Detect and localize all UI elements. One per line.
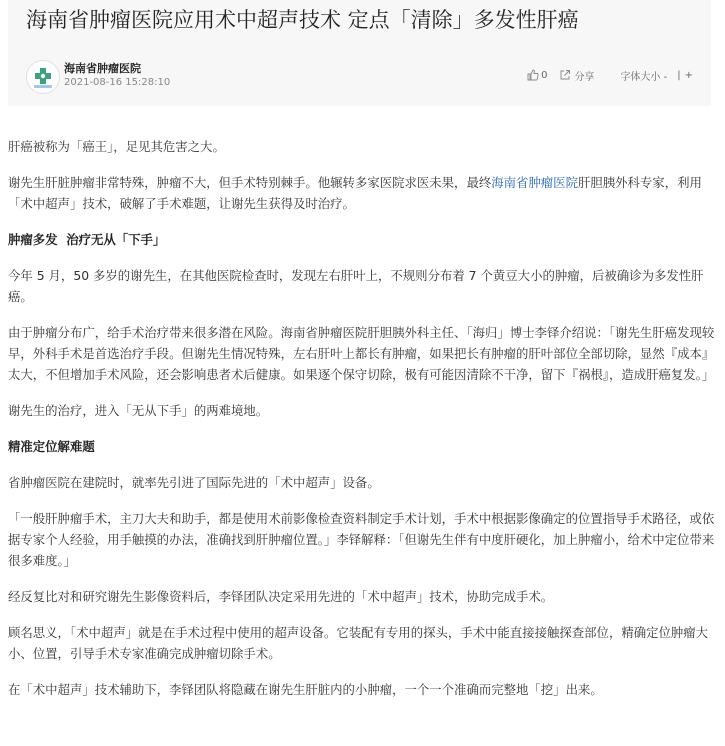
section-heading: 肿瘤多发 治疗无从「下手」: [8, 232, 166, 247]
paragraph: 顾名思义，「术中超声」就是在手术过程中使用的超声设备。它装配有专用的探头，手术中能直接接触探查部位，精确定位肿瘤大小、位置，引导手术专家准确完成肿瘤切除手术。: [8, 625, 709, 661]
like-button[interactable]: [527, 69, 547, 81]
hospital-logo-icon: [27, 61, 59, 93]
article-title: 海南省肿瘤医院应用术中超声技术 定点「清除」多发性肝癌: [26, 8, 579, 32]
like-count: 0: [541, 69, 548, 81]
font-size-separator: |: [677, 69, 681, 81]
thumbs-up-icon: [527, 69, 539, 81]
paragraph: 在「术中超声」技术辅助下，李铎团队将隐藏在谢先生肝脏内的小肿瘤，一个一个准确而完整地「挖」出来。: [8, 682, 603, 697]
paragraph: 经反复比对和研究谢先生影像资料后，李铎团队决定采用先进的「术中超声」技术，协助完成手术。: [8, 589, 554, 604]
section-heading: 精准定位解难题: [8, 439, 95, 454]
paragraph: 谢先生的治疗，进入「无从下手」的两难境地。: [8, 403, 269, 418]
paragraph: [8, 172, 716, 214]
share-label: 分享: [574, 71, 595, 83]
share-icon: [559, 69, 571, 81]
paragraph-text: 谢先生肝脏肿瘤非常特殊，肿瘤不大，但手术特别棘手。他辗转多家医院求医未果，最终: [8, 175, 492, 190]
paragraph: 由于肿瘤分布广，给手术治疗带来很多潜在风险。海南省肿瘤医院肝胆胰外科主任、「海归」博士李铎介绍说：「谢先生肝癌发现较早，外科手术是首选治疗手段。但谢先生情况特殊，左右肝叶上都长有肿瘤，如果把长有肿瘤的肝叶部位全部切除，显然『成本』太大，不但增加手术风险，还会影响患者术后健康。如果逐个保守切除，极有可能因清除不干净，留下『祸根』，造成肝癌复发。」: [8, 325, 715, 382]
font-size-minus[interactable]: 字体大小 -: [620, 71, 668, 83]
article-body: [8, 136, 716, 715]
share-button[interactable]: [559, 68, 594, 83]
paragraph-text: 肝胆胰外科专家，利用「术中超声」技术，破解了手术难题，让谢先生获得及时治疗。: [8, 175, 702, 211]
paragraph: 肝癌被称为「癌王」，足见其危害之大。: [8, 139, 225, 154]
paragraph: 今年 5 月，50 多岁的谢先生，在其他医院检查时，发现左右肝叶上，不规则分布着 7 个黄豆大小的肿瘤，后被确诊为多发性肝癌。: [8, 268, 704, 304]
avatar[interactable]: [26, 60, 60, 94]
article-header: [8, 0, 711, 106]
paragraph: 「一般肝肿瘤手术，主刀大夫和助手，都是使用术前影像检查资料制定手术计划，手术中根据影像确定的位置指导手术路径，或依据专家个人经验，用手触摸的办法，准确找到肝肿瘤位置。」李铎解释：「但谢先生伴有中度肝硬化，加上肿瘤小，给术中定位带来很多难度。」: [8, 511, 715, 568]
article-actions: [527, 66, 693, 84]
font-size-plus[interactable]: +: [684, 69, 693, 81]
hospital-link[interactable]: 海南省肿瘤医院: [491, 175, 578, 190]
publish-date: 2021-08-16 15:28:10: [64, 77, 171, 88]
paragraph: 省肿瘤医院在建院时，就率先引进了国际先进的「术中超声」设备。: [8, 475, 380, 490]
author-name[interactable]: 海南省肿瘤医院: [64, 62, 141, 75]
